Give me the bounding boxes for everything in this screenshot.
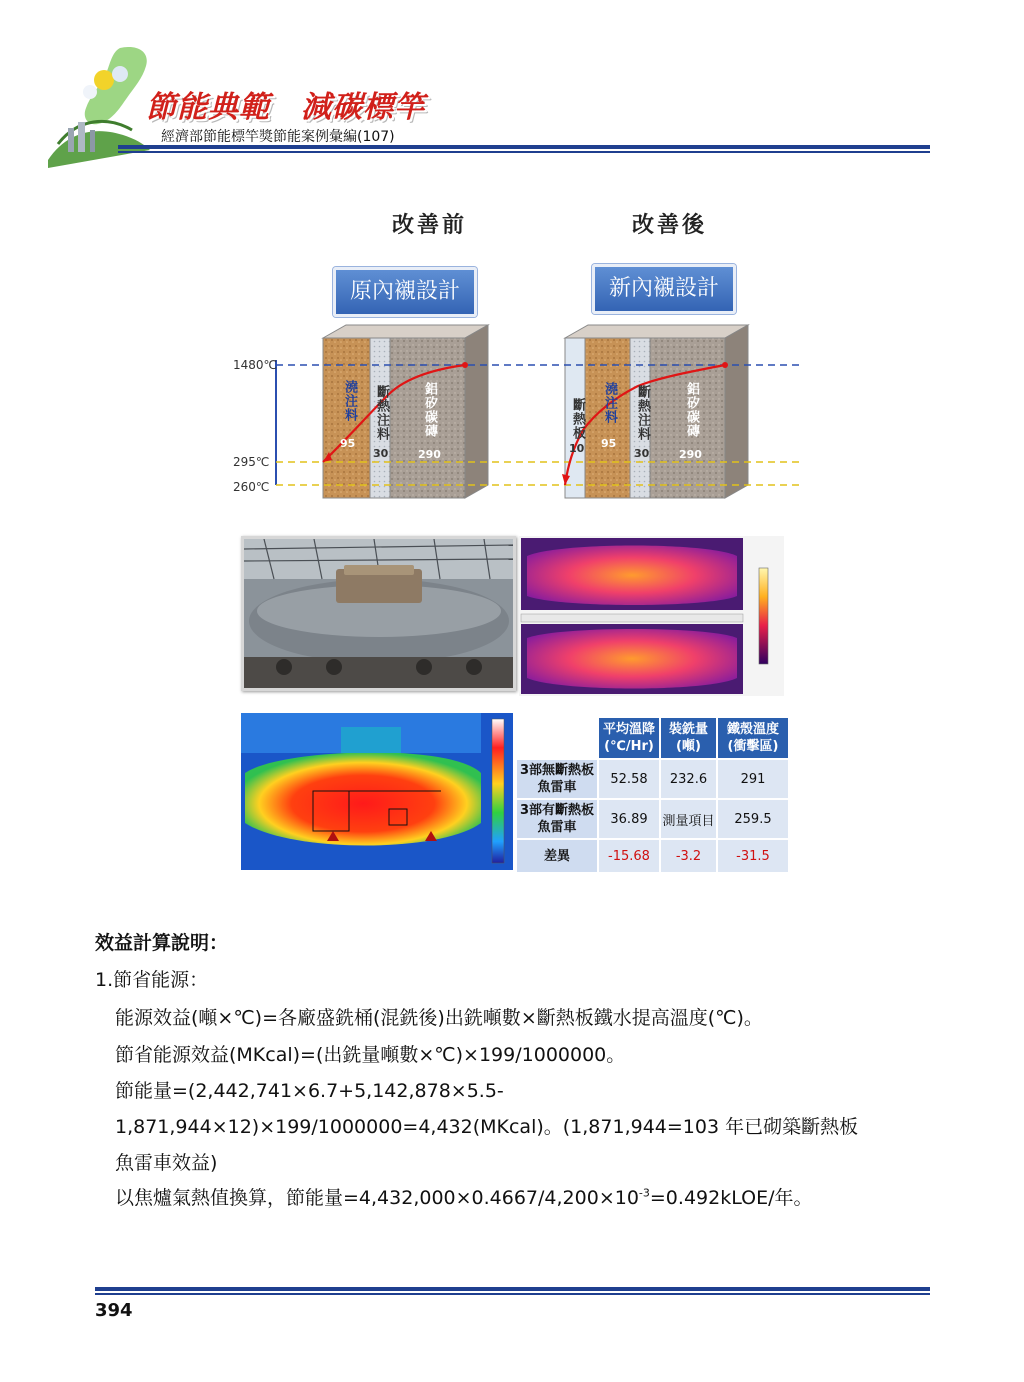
table-cell: 測量項目 (660, 799, 717, 839)
table-row (516, 839, 789, 873)
table-corner (516, 717, 598, 759)
comparison-table (515, 716, 790, 874)
temp-label-1480: 1480℃ (233, 358, 278, 372)
table-cell: 291 (717, 759, 789, 799)
after-layer-value-4: 290 (679, 448, 702, 461)
before-layer-label-1: 澆注料 (342, 380, 357, 422)
body-line-3: 節能量=(2,442,741×6.7+5,142,878×5.5- (115, 1080, 504, 1102)
body-line-4: 1,871,944×12)×199/1000000=4,432(MKcal)。(1,871,944=103 年已砌築斷熱板 (115, 1116, 859, 1138)
table-row-label: 3部有斷熱板魚雷車 (516, 799, 598, 839)
torpedo-car-photo (241, 536, 516, 691)
table-cell: -15.68 (598, 839, 660, 873)
body-line-2: 節省能源效益(MKcal)=(出銑量噸數×℃)×199/1000000。 (115, 1044, 626, 1066)
after-label: 改善後 (632, 213, 708, 238)
comparison-table-wrap (515, 716, 790, 874)
table-cell: -31.5 (717, 839, 789, 873)
after-layer-value-2: 95 (601, 437, 617, 450)
before-layer-value-2: 30 (373, 447, 389, 460)
footer-rule-thin (95, 1293, 930, 1295)
lining-diagram (228, 320, 803, 505)
body-line-6-tail: =0.492kLOE/年。 (649, 1187, 813, 1209)
table-header-3: 鐵殼溫度 (衝擊區) (717, 717, 789, 759)
table-row-label: 3部無斷熱板魚雷車 (516, 759, 598, 799)
body-line-6-exponent: -3 (638, 1186, 650, 1200)
before-layer-label-2: 斷熱注料 (374, 385, 389, 441)
after-layer-value-3: 30 (634, 447, 650, 460)
table-cell: 52.58 (598, 759, 660, 799)
footer-rule (95, 1287, 930, 1291)
before-label: 改善前 (392, 213, 468, 238)
item-heading: 1.節省能源： (95, 969, 209, 991)
before-layer-value-3: 290 (418, 448, 441, 461)
table-header-2: 裝銑量 (噸) (660, 717, 717, 759)
body-line-1: 能源效益(噸×℃)=各廠盛銑桶(混銑後)出銑噸數×斷熱板鐵水提高溫度(℃)。 (115, 1007, 763, 1029)
table-row-label: 差異 (516, 839, 598, 873)
after-layer-label-3: 斷熱注料 (635, 385, 650, 441)
section-title: 效益計算說明： (95, 932, 229, 954)
header-subtitle: 經濟部節能標竿獎節能案例彙編(107) (161, 129, 395, 145)
before-layer-label-3: 鋁矽碳磚 (422, 382, 437, 438)
header-rule-thin (118, 151, 930, 153)
after-layer-label-1: 斷熱板 (570, 398, 585, 440)
before-design-box: 原內襯設計 (333, 267, 477, 317)
table-header-1: 平均溫降 (℃/Hr) (598, 717, 660, 759)
table-cell: 36.89 (598, 799, 660, 839)
body-line-6-main: 以焦爐氣熱值換算，節能量=4,432,000×0.4667/4,200×10 (115, 1187, 639, 1209)
table-row (516, 759, 789, 799)
thermal-views-image (519, 536, 784, 696)
table-row (516, 799, 789, 839)
header-title: 節能典範 減碳標竿 (146, 90, 425, 125)
after-layer-label-2: 澆注料 (602, 382, 617, 424)
header-rule (118, 145, 930, 149)
lining-diagram-svg (228, 320, 803, 505)
table-cell: 232.6 (660, 759, 717, 799)
temp-label-260: 260℃ (233, 480, 270, 494)
table-cell: 259.5 (717, 799, 789, 839)
table-cell: -3.2 (660, 839, 717, 873)
after-layer-value-1: 10 (569, 442, 585, 455)
thermal-side-image (241, 713, 513, 870)
body-line-6 (115, 1183, 812, 1210)
before-layer-value-1: 95 (340, 437, 356, 450)
after-layer-label-4: 鋁矽碳磚 (684, 382, 699, 438)
temp-label-295: 295℃ (233, 455, 270, 469)
body-line-5: 魚雷車效益) (115, 1152, 218, 1174)
page-number: 394 (95, 1300, 133, 1321)
after-design-box: 新內襯設計 (592, 264, 736, 314)
